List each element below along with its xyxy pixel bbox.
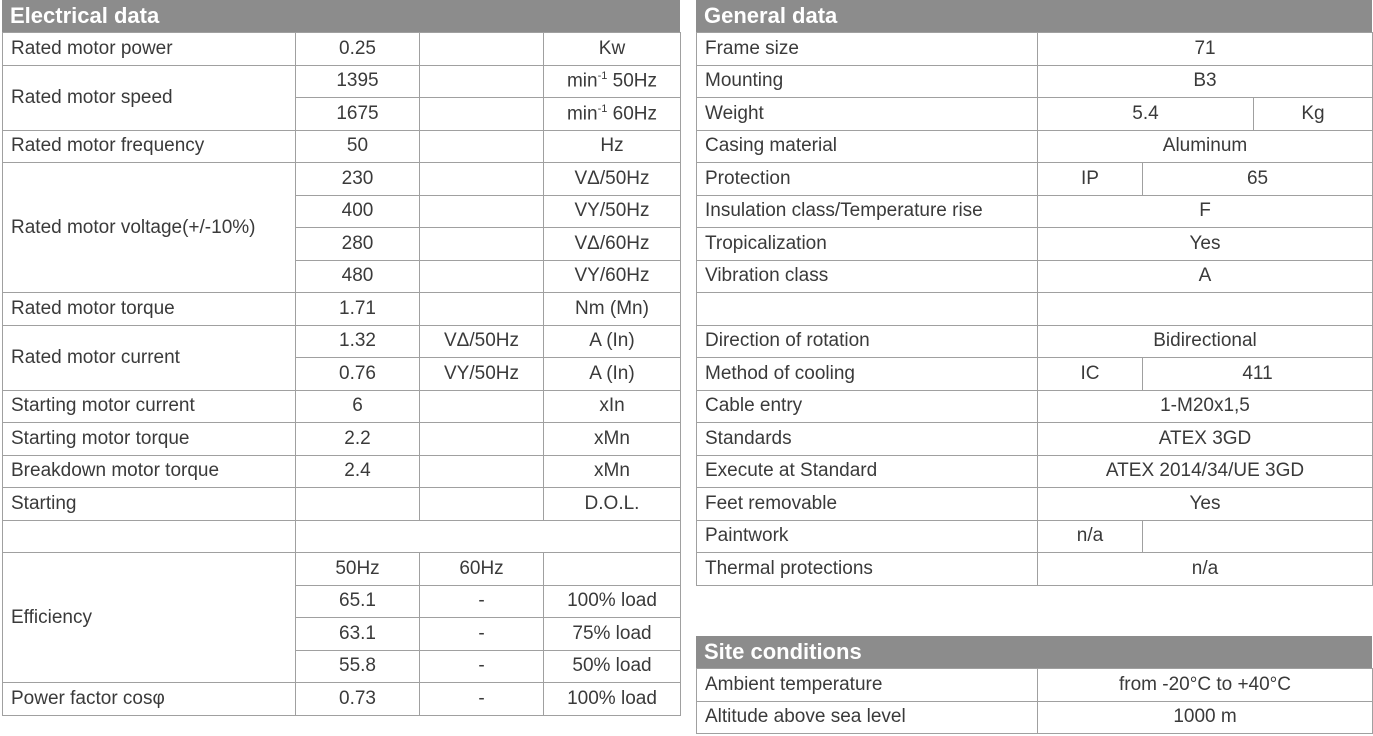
value-cell: 1675 xyxy=(296,98,420,131)
empty-cell xyxy=(420,423,544,456)
table-row xyxy=(697,669,1373,702)
value-cell: 6 xyxy=(296,390,420,423)
unit-cell: VY/50Hz xyxy=(544,195,681,228)
unit-cell: 100% load xyxy=(544,585,681,618)
table-row xyxy=(697,228,1373,261)
row-label: Ambient temperature xyxy=(697,669,1038,702)
value-cell: F xyxy=(1038,195,1373,228)
empty-cell xyxy=(296,488,420,521)
value-cell: 1395 xyxy=(296,65,420,98)
empty-cell xyxy=(3,520,296,553)
value-cell: 65.1 xyxy=(296,585,420,618)
table-row xyxy=(697,520,1373,553)
row-label: Thermal protections xyxy=(697,553,1038,586)
value-cell: Yes xyxy=(1038,488,1373,521)
table-row xyxy=(697,260,1373,293)
table-row xyxy=(697,130,1373,163)
value-cell: 0.73 xyxy=(296,683,420,716)
unit-cell: VY/60Hz xyxy=(544,260,681,293)
table-row xyxy=(697,98,1373,131)
row-label: Rated motor frequency xyxy=(3,130,296,163)
value-cell: ATEX 2014/34/UE 3GD xyxy=(1038,455,1373,488)
empty-cell xyxy=(420,390,544,423)
condition-cell: VΔ/50Hz xyxy=(420,325,544,358)
value-cell: 50 xyxy=(296,130,420,163)
general-data-panel xyxy=(696,0,1372,586)
table-row xyxy=(3,390,681,423)
table-row xyxy=(3,325,681,358)
row-label: Rated motor speed xyxy=(3,65,296,130)
general-data-title: General data xyxy=(696,0,1372,32)
unit-cell: 75% load xyxy=(544,618,681,651)
table-row xyxy=(697,455,1373,488)
table-row xyxy=(3,553,681,586)
empty-cell xyxy=(420,293,544,326)
value-cell: 480 xyxy=(296,260,420,293)
site-conditions-table xyxy=(696,668,1373,734)
site-conditions-panel xyxy=(696,636,1372,734)
empty-cell xyxy=(420,260,544,293)
row-label: Vibration class xyxy=(697,260,1038,293)
table-row xyxy=(697,553,1373,586)
row-label: Method of cooling xyxy=(697,358,1038,391)
empty-cell xyxy=(420,33,544,66)
row-label: Frame size xyxy=(697,33,1038,66)
value-cell: 400 xyxy=(296,195,420,228)
table-row xyxy=(697,293,1373,326)
condition-cell: VY/50Hz xyxy=(420,358,544,391)
unit-cell: Nm (Mn) xyxy=(544,293,681,326)
unit-cell: xMn xyxy=(544,423,681,456)
table-row xyxy=(697,488,1373,521)
row-label: Rated motor torque xyxy=(3,293,296,326)
row-label: Standards xyxy=(697,423,1038,456)
empty-cell xyxy=(1143,520,1373,553)
value-cell: - xyxy=(420,683,544,716)
unit-cell: xIn xyxy=(544,390,681,423)
value-cell: - xyxy=(420,650,544,683)
unit-cell: A (In) xyxy=(544,358,681,391)
row-label: Casing material xyxy=(697,130,1038,163)
empty-cell xyxy=(420,98,544,131)
value-cell: - xyxy=(420,585,544,618)
value-cell: ATEX 3GD xyxy=(1038,423,1373,456)
prefix-cell: IP xyxy=(1038,163,1143,196)
table-row xyxy=(697,325,1373,358)
table-row xyxy=(697,163,1373,196)
table-row xyxy=(697,195,1373,228)
table-row xyxy=(697,65,1373,98)
unit-cell: Hz xyxy=(544,130,681,163)
empty-cell xyxy=(420,195,544,228)
site-conditions-title: Site conditions xyxy=(696,636,1372,668)
row-label: Starting motor current xyxy=(3,390,296,423)
table-row xyxy=(697,423,1373,456)
empty-cell xyxy=(544,553,681,586)
unit-cell: Kw xyxy=(544,33,681,66)
table-row xyxy=(3,488,681,521)
value-cell: 1000 m xyxy=(1038,701,1373,734)
row-label: Starting xyxy=(3,488,296,521)
value-cell: 55.8 xyxy=(296,650,420,683)
value-cell: A xyxy=(1038,260,1373,293)
empty-cell xyxy=(420,65,544,98)
prefix-cell: IC xyxy=(1038,358,1143,391)
value-cell: 2.2 xyxy=(296,423,420,456)
row-label: Breakdown motor torque xyxy=(3,455,296,488)
table-row xyxy=(3,455,681,488)
table-row xyxy=(3,423,681,456)
unit-cell: D.O.L. xyxy=(544,488,681,521)
table-row xyxy=(3,65,681,98)
empty-cell xyxy=(420,455,544,488)
unit-cell: $\min^{-1} 50Hz$ xyxy=(544,65,681,98)
row-label: Efficiency xyxy=(3,553,296,683)
empty-cell xyxy=(420,488,544,521)
row-label: Direction of rotation xyxy=(697,325,1038,358)
value-cell: 2.4 xyxy=(296,455,420,488)
value-cell: n/a xyxy=(1038,520,1143,553)
table-row xyxy=(3,520,681,553)
unit-cell: xMn xyxy=(544,455,681,488)
unit-cell: A (In) xyxy=(544,325,681,358)
row-label: Rated motor power xyxy=(3,33,296,66)
row-label: Paintwork xyxy=(697,520,1038,553)
value-cell: 0.76 xyxy=(296,358,420,391)
value-cell: 1.71 xyxy=(296,293,420,326)
row-label: Power factor cosφ xyxy=(3,683,296,716)
table-row xyxy=(3,33,681,66)
empty-cell xyxy=(697,293,1038,326)
unit-cell: VΔ/50Hz xyxy=(544,163,681,196)
table-row xyxy=(3,293,681,326)
value-cell: 65 xyxy=(1143,163,1373,196)
value-cell: 71 xyxy=(1038,33,1373,66)
row-label: Feet removable xyxy=(697,488,1038,521)
value-cell: B3 xyxy=(1038,65,1373,98)
row-label: Rated motor voltage(+/-10%) xyxy=(3,163,296,293)
table-row xyxy=(3,163,681,196)
empty-cell xyxy=(420,163,544,196)
unit-cell: 50% load xyxy=(544,650,681,683)
row-label: Insulation class/Temperature rise xyxy=(697,195,1038,228)
value-cell: 1-M20x1,5 xyxy=(1038,390,1373,423)
value-cell: from -20°C to +40°C xyxy=(1038,669,1373,702)
row-label: Altitude above sea level xyxy=(697,701,1038,734)
table-row xyxy=(697,390,1373,423)
value-cell: Aluminum xyxy=(1038,130,1373,163)
electrical-data-panel xyxy=(2,0,680,716)
value-cell: 1.32 xyxy=(296,325,420,358)
unit-cell: $\min^{-1} 60Hz$ xyxy=(544,98,681,131)
value-cell: 280 xyxy=(296,228,420,261)
table-row xyxy=(3,130,681,163)
value-cell: Yes xyxy=(1038,228,1373,261)
row-label: Cable entry xyxy=(697,390,1038,423)
unit-cell: 100% load xyxy=(544,683,681,716)
row-label: Mounting xyxy=(697,65,1038,98)
unit-cell: VΔ/60Hz xyxy=(544,228,681,261)
table-row xyxy=(697,701,1373,734)
value-cell: 63.1 xyxy=(296,618,420,651)
value-cell: 230 xyxy=(296,163,420,196)
value-cell: Bidirectional xyxy=(1038,325,1373,358)
value-cell: n/a xyxy=(1038,553,1373,586)
header-cell: 50Hz xyxy=(296,553,420,586)
empty-cell xyxy=(296,520,681,553)
empty-cell xyxy=(420,228,544,261)
row-label: Tropicalization xyxy=(697,228,1038,261)
value-cell: 5.4 xyxy=(1038,98,1254,131)
value-cell: - xyxy=(420,618,544,651)
row-label: Execute at Standard xyxy=(697,455,1038,488)
row-label: Rated motor current xyxy=(3,325,296,390)
table-row xyxy=(3,683,681,716)
empty-cell xyxy=(420,130,544,163)
electrical-data-table xyxy=(2,32,681,716)
electrical-data-title: Electrical data xyxy=(2,0,680,32)
unit-cell: Kg xyxy=(1254,98,1373,131)
row-label: Weight xyxy=(697,98,1038,131)
value-cell: 0.25 xyxy=(296,33,420,66)
row-label: Starting motor torque xyxy=(3,423,296,456)
general-data-table xyxy=(696,32,1373,586)
value-cell: 411 xyxy=(1143,358,1373,391)
table-row xyxy=(697,358,1373,391)
header-cell: 60Hz xyxy=(420,553,544,586)
row-label: Protection xyxy=(697,163,1038,196)
table-row xyxy=(697,33,1373,66)
empty-cell xyxy=(1038,293,1373,326)
